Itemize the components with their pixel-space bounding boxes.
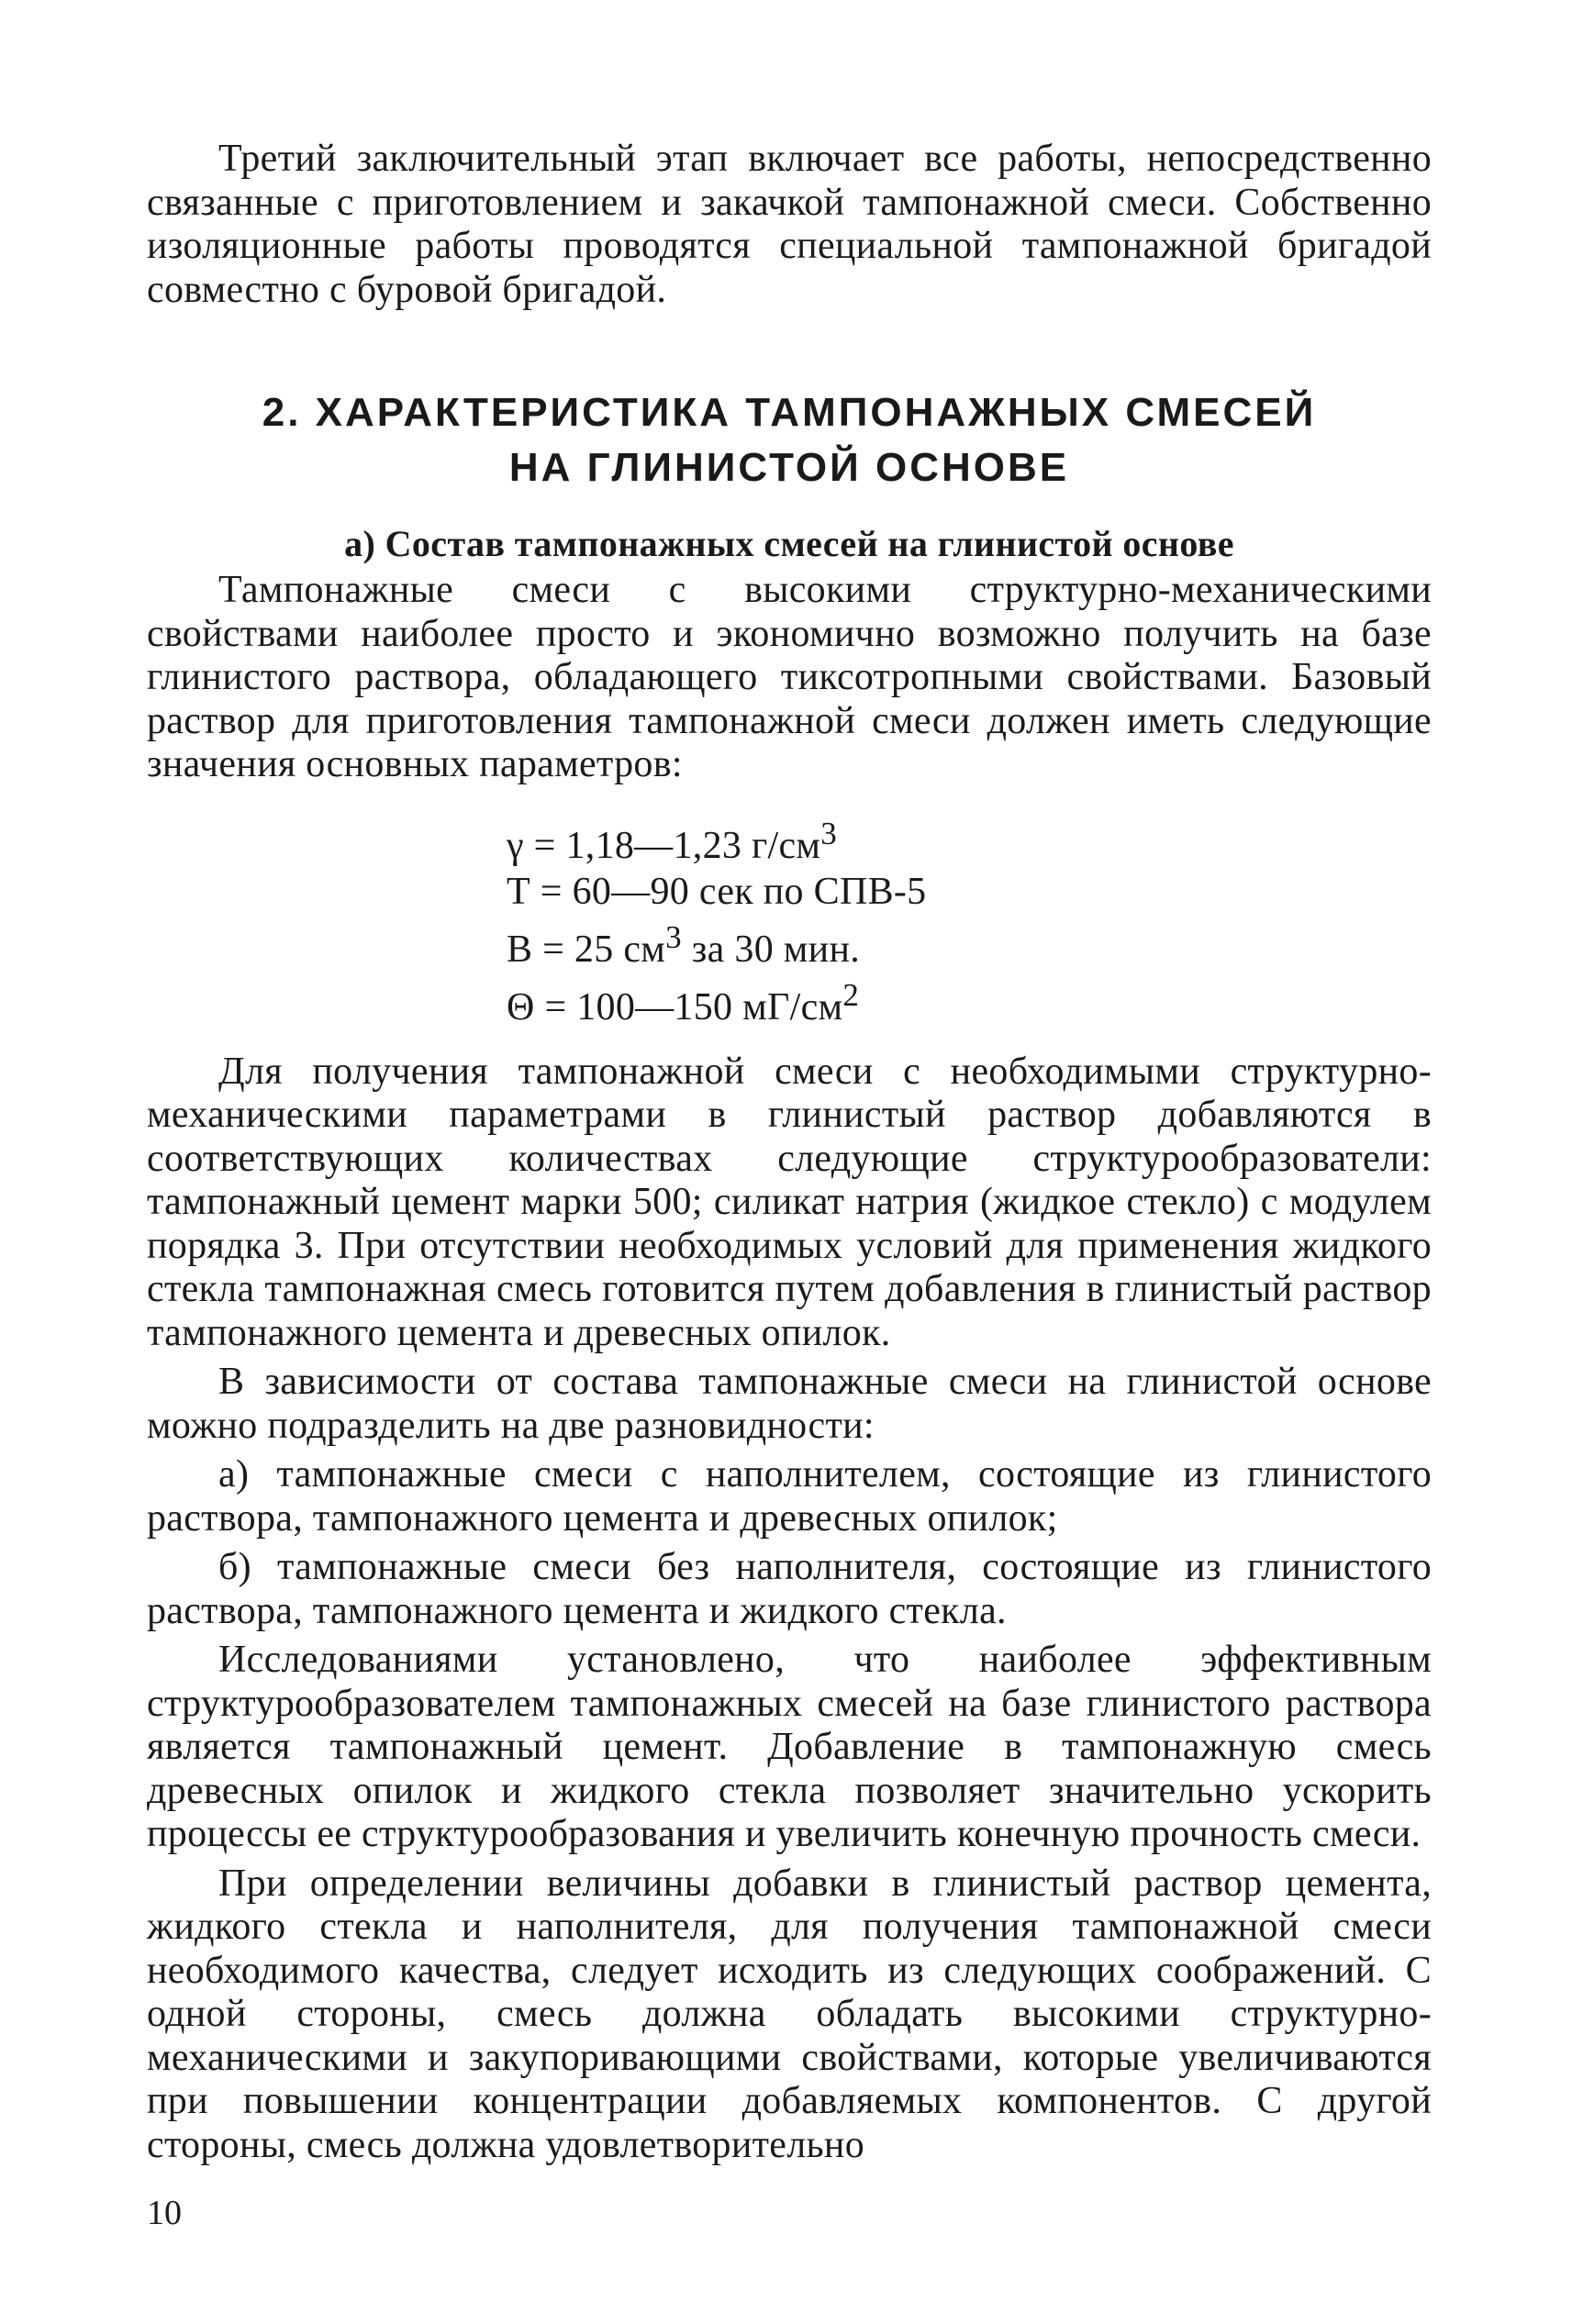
paragraph-varieties: В зависимости от состава тампонажные смеси на глинистой основе можно подразделить на две разновидности: xyxy=(147,1361,1432,1447)
paragraph-research: Исследованиями установлено, что наиболее эффективным структурообразователем тампонажных смесей на базе глинистого раствора является тампонажный цемент. Добавление в тампонажную смесь древесных опилок и жидкого стекла позволяет значительно ускорить процессы ее структурообразования и увеличить конечную прочность смеси. xyxy=(147,1639,1432,1855)
formula-superscript: 3 xyxy=(820,815,838,851)
formula-superscript: 3 xyxy=(665,918,682,955)
formula-superscript: 2 xyxy=(842,976,860,1013)
subsection-title: а) Состав тампонажных смесей на глинистой основе xyxy=(344,523,1234,564)
formula-symbol: γ xyxy=(507,824,524,867)
formula-value: 1,18—1,23 г/см xyxy=(565,824,821,867)
formula-value: 60—90 сек по СПВ-5 xyxy=(572,870,927,913)
list-item-a: а) тампонажные смеси с наполнителем, состоящие из глинистого раствора, тампонажного цемента и древесных опилок; xyxy=(147,1453,1432,1540)
paragraph-structure-formers: Для получения тампонажной смеси с необходимыми структурно-механическими параметрами в глинистый раствор добавляются в соответствующих количествах следующие структурообразователи: тампонажный цемент марки 500; силикат натрия (жидкое стекло) с модулем порядка 3. При отсутствии необходимых условий для применения жидкого стекла тампонажная смесь готовится путем добавления в глинистый раствор тампонажного цемента и древесных опилок. xyxy=(147,1050,1432,1354)
formula-shear-strength: Θ = 100—150 $мГ/см^2$ xyxy=(507,976,860,1029)
paragraph-additives: При определении величины добавки в глинистый раствор цемента, жидкого стекла и наполнителя, для получения тампонажной смеси необходимого качества, следует исходить из следующих соображений. С одной стороны, смесь должна обладать высокими структурно-механическими и закупоривающими свойствами, которые увеличиваются при повышении концентрации добавляемых компонентов. С другой стороны, смесь должна удовлетворительно xyxy=(147,1862,1432,2166)
formula-symbol: Θ xyxy=(507,985,535,1029)
formula-value: 25 см xyxy=(574,928,666,971)
parameter-formulas xyxy=(507,811,1432,1030)
formula-symbol: Т xyxy=(507,870,530,913)
formula-tail: за 30 мин. xyxy=(681,928,861,971)
formula-symbol: В xyxy=(507,928,533,971)
formula-viscosity: Т = 60—90 сек по СПВ-5 xyxy=(507,870,927,913)
list-item-b: б) тампонажные смеси без наполнителя, состоящие из глинистого раствора, тампонажного цемента и жидкого стекла. xyxy=(147,1546,1432,1632)
intro-paragraph: Третий заключительный этап включает все работы, непосредственно связанные с приготовлением и закачкой тампонажной смеси. Собственно изоляционные работы проводятся специальной тампонажной бригадой совместно с буровой бригадой. xyxy=(147,138,1432,311)
formula-water-loss: В = 25 $см^3$ за 30 мин. xyxy=(507,918,861,971)
section-title-line-2: НА ГЛИНИСТОЙ ОСНОВЕ xyxy=(508,445,1070,490)
formula-value: 100—150 мГ/см xyxy=(576,985,843,1029)
page-content xyxy=(147,138,1432,2167)
section-title-line-1: 2. ХАРАКТЕРИСТИКА ТАМПОНАЖНЫХ СМЕСЕЙ xyxy=(262,390,1317,435)
page-number: 10 xyxy=(147,2194,182,2232)
paragraph-base-solution: Тампонажные смеси с высокими структурно-механическими свойствами наиболее просто и экономично возможно получить на базе глинистого раствора, обладающего тиксотропными свойствами. Базовый раствор для приготовления тампонажной смеси должен иметь следующие значения основных параметров: xyxy=(147,569,1432,785)
section-heading xyxy=(147,385,1432,495)
formula-density: γ = 1,18—1,23 $г/см^3$ xyxy=(507,815,838,867)
